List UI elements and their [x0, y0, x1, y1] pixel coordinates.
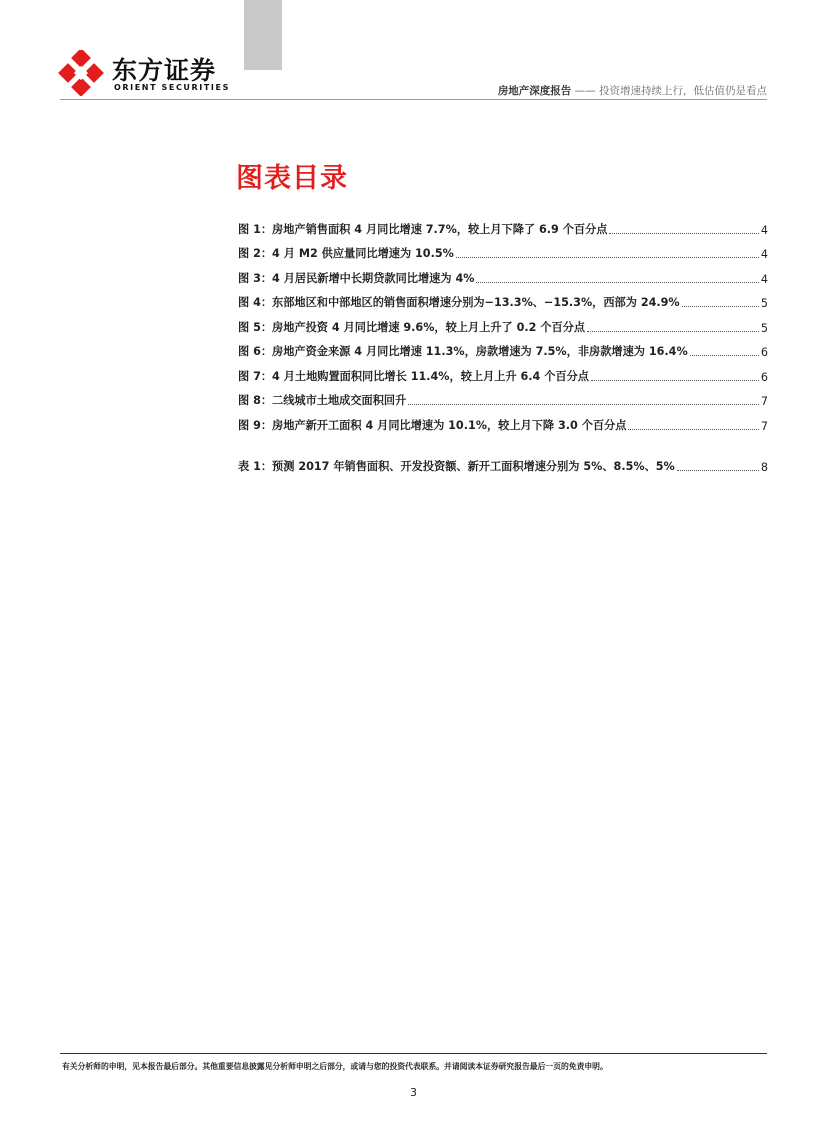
toc-section-gap — [238, 433, 768, 450]
toc-leader-dots — [628, 429, 758, 430]
toc-leader-dots — [677, 470, 759, 471]
orient-logo-icon — [58, 50, 104, 96]
toc-leader-dots — [587, 331, 759, 332]
toc-entry-label: 图 3：4 月居民新增中长期贷款同比增速为 4% — [238, 271, 475, 285]
report-type: 房地产深度报告 — [497, 85, 572, 97]
toc-entry-figure-3[interactable] — [238, 261, 768, 286]
orient-securities-logo — [58, 50, 228, 100]
toc-entry-page: 4 — [760, 223, 768, 237]
toc-entry-page: 4 — [760, 272, 768, 286]
toc-entry-page: 8 — [760, 461, 768, 474]
toc-entry-label: 图 5：房地产投资 4 月同比增速 9.6%，较上月上升了 0.2 个百分点 — [238, 320, 586, 334]
header-gray-tab — [244, 0, 282, 70]
toc-entry-page: 6 — [760, 346, 768, 359]
toc-entry-figure-4[interactable] — [238, 286, 768, 311]
toc-leader-dots — [682, 306, 759, 307]
toc-entry-label: 图 6：房地产资金来源 4 月同比增速 11.3%，房款增速为 7.5%，非房款增速为 16.4% — [238, 345, 688, 358]
toc-entry-page: 5 — [760, 321, 768, 335]
toc-leader-dots — [456, 257, 759, 258]
toc-entry-figure-8[interactable] — [238, 384, 768, 409]
toc-entry-page: 6 — [760, 370, 768, 384]
toc-entry-figure-9[interactable] — [238, 408, 768, 433]
toc-entry-figure-1[interactable] — [238, 212, 768, 237]
toc-entry-figure-5[interactable] — [238, 310, 768, 335]
toc-entry-page: 7 — [760, 395, 768, 408]
toc-entry-label: 图 9：房地产新开工面积 4 月同比增速为 10.1%，较上月下降 3.0 个百分点 — [238, 418, 627, 432]
toc-entry-label: 图 2：4 月 M2 供应量同比增速为 10.5% — [238, 247, 454, 260]
toc-leader-dots — [476, 282, 758, 283]
toc-entry-figure-7[interactable] — [238, 359, 768, 384]
toc-entry-label: 图 4：东部地区和中部地区的销售面积增速分别为−13.3%、−15.3%，西部为 24.9% — [238, 296, 680, 309]
header-divider — [60, 99, 767, 100]
toc-entry-label: 图 7：4 月土地购置面积同比增长 11.4%，较上月上升 6.4 个百分点 — [238, 369, 589, 383]
table-of-figures — [238, 212, 768, 474]
footer-divider — [60, 1053, 767, 1054]
toc-leader-dots — [408, 404, 759, 405]
toc-entry-page: 4 — [760, 248, 768, 261]
toc-leader-dots — [609, 233, 758, 234]
logo-chinese-name: 东方证券 — [112, 56, 217, 85]
toc-entry-label: 图 1：房地产销售面积 4 月同比增速 7.7%，较上月下降了 6.9 个百分点 — [238, 222, 608, 236]
footer-disclaimer: 有关分析师的申明，见本报告最后部分。其他重要信息披露见分析师申明之后部分，或请与您的投资代表联系。并请阅读本证券研究报告最后一页的免责申明。 — [62, 1062, 608, 1071]
report-header — [498, 83, 767, 98]
toc-entry-label: 图 8：二线城市土地成交面积回升 — [238, 394, 407, 407]
toc-entry-figure-2[interactable] — [238, 237, 768, 262]
logo-english-name: ORIENT SECURITIES — [114, 83, 230, 92]
toc-entry-table-1[interactable] — [238, 450, 768, 475]
toc-entry-page: 5 — [760, 297, 768, 310]
toc-entry-label: 表 1：预测 2017 年销售面积、开发投资额、新开工面积增速分别为 5%、8.5%、5% — [238, 460, 675, 473]
report-subtitle: 投资增速持续上行，低估值仍是看点 — [599, 85, 767, 97]
page-number: 3 — [410, 1086, 417, 1099]
toc-title: 图表目录 — [236, 163, 348, 194]
toc-entry-page: 7 — [760, 419, 768, 433]
toc-entry-figure-6[interactable] — [238, 335, 768, 360]
header-separator: —— — [571, 85, 599, 97]
toc-leader-dots — [591, 380, 759, 381]
toc-leader-dots — [690, 355, 759, 356]
